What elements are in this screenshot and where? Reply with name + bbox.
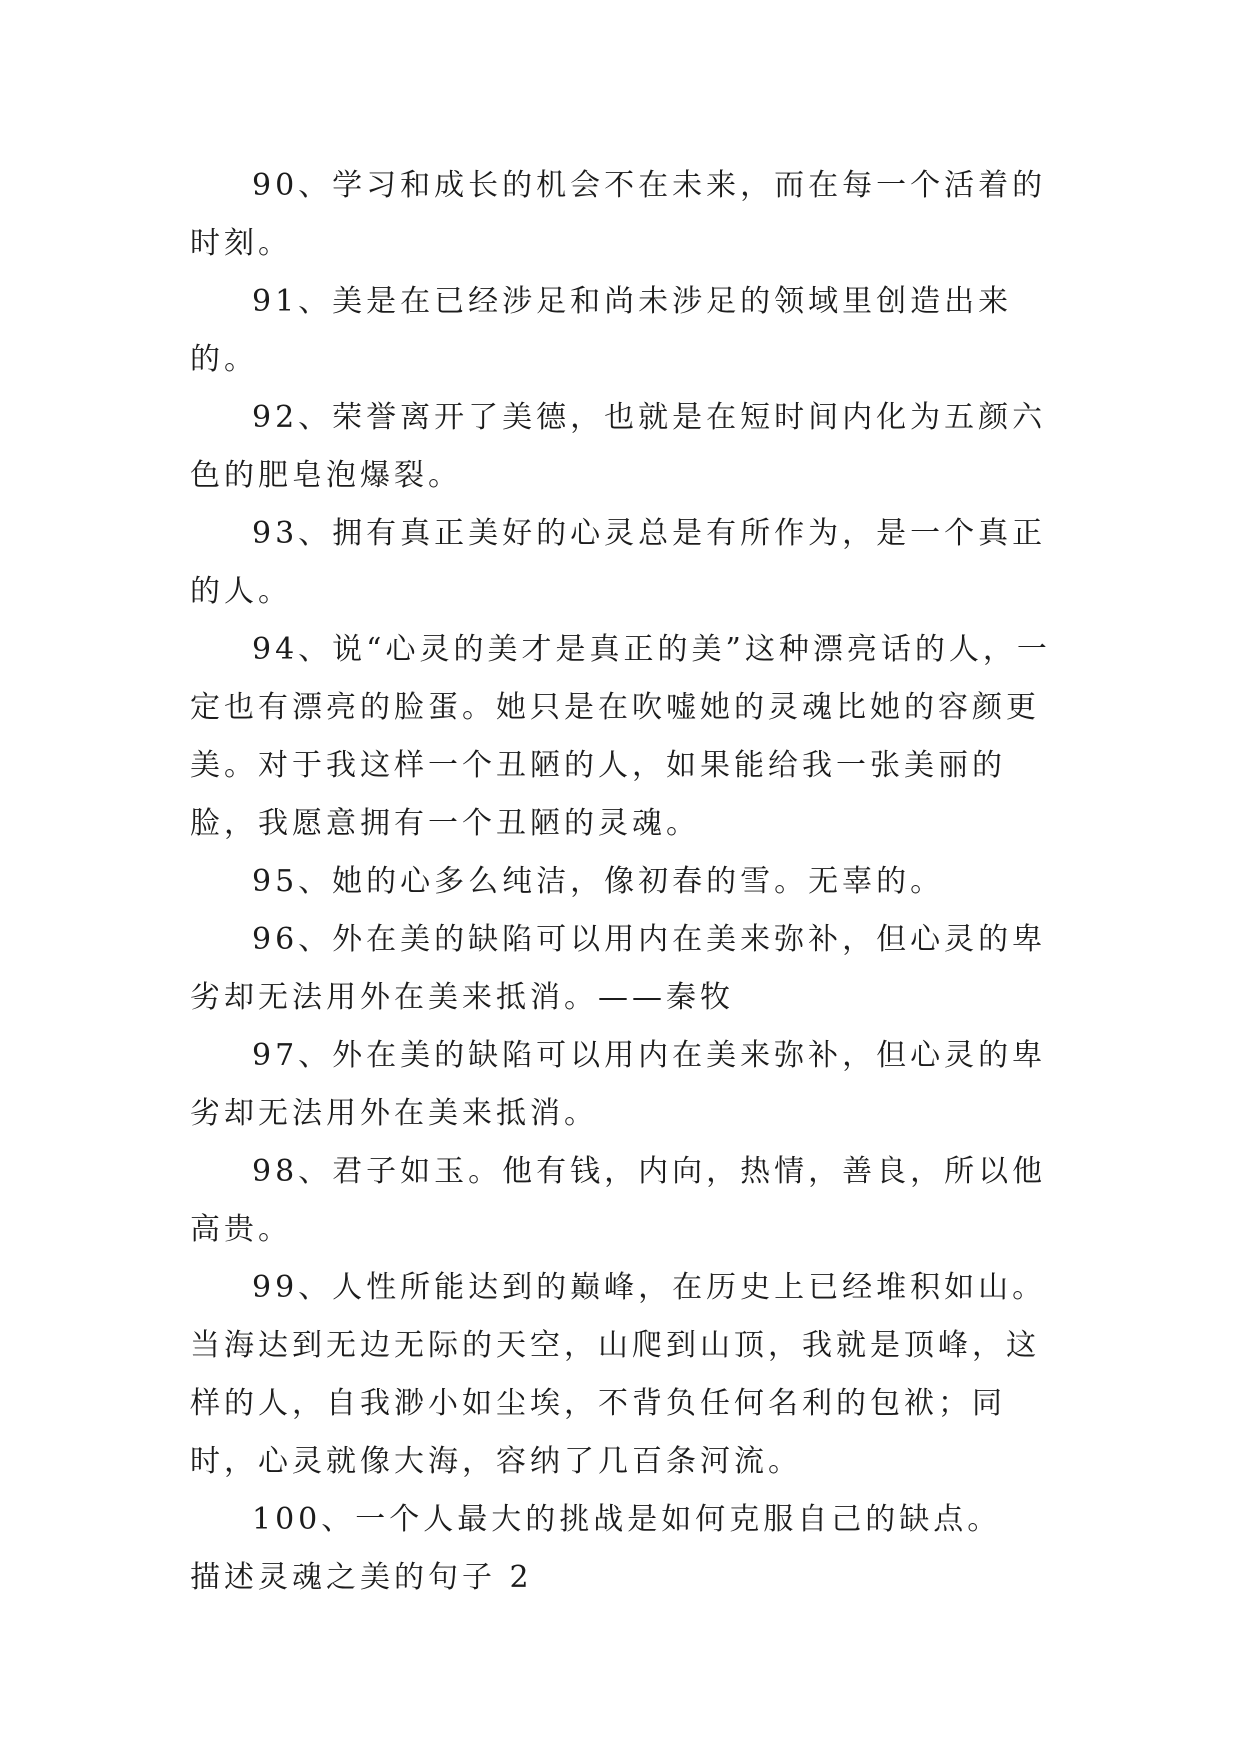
quote-paragraph-93: 93、拥有真正美好的心灵总是有所作为，是一个真正的人。 xyxy=(190,516,1047,609)
quote-paragraph-99: 99、人性所能达到的巅峰，在历史上已经堆积如山。当海达到无边无际的天空，山爬到山顶，我就是顶峰，这样的人，自我渺小如尘埃，不背负任何名利的包袱；同时，心灵就像大海，容纳了几百条河流。 xyxy=(190,1270,1047,1479)
quote-paragraph-94: 94、说“心灵的美才是真正的美”这种漂亮话的人，一定也有漂亮的脸蛋。她只是在吹嘘她的灵魂比她的容颜更美。对于我这样一个丑陋的人，如果能给我一张美丽的脸，我愿意拥有一个丑陋的灵魂。 xyxy=(190,632,1051,841)
quote-paragraph-92: 92、荣誉离开了美德，也就是在短时间内化为五颜六色的肥皂泡爆裂。 xyxy=(190,400,1047,493)
quote-paragraph-95: 95、她的心多么纯洁，像初春的雪。无辜的。 xyxy=(252,864,945,899)
quote-paragraph-96: 96、外在美的缺陷可以用内在美来弥补，但心灵的卑劣却无法用外在美来抵消。——秦牧 xyxy=(190,922,1047,1015)
quote-paragraph-97: 97、外在美的缺陷可以用内在美来弥补，但心灵的卑劣却无法用外在美来抵消。 xyxy=(190,1038,1047,1131)
quote-paragraph-91: 91、美是在已经涉足和尚未涉足的领域里创造出来的。 xyxy=(190,284,1013,377)
quote-paragraph-100: 100、一个人最大的挑战是如何克服自己的缺点。 xyxy=(252,1502,1002,1537)
quote-paragraph-98: 98、君子如玉。他有钱，内向，热情，善良，所以他高贵。 xyxy=(190,1154,1047,1247)
quote-paragraph-90: 90、学习和成长的机会不在未来，而在每一个活着的时刻。 xyxy=(190,168,1047,261)
document-body xyxy=(190,157,1052,1607)
section-heading: 描述灵魂之美的句子 2 xyxy=(190,1560,533,1595)
